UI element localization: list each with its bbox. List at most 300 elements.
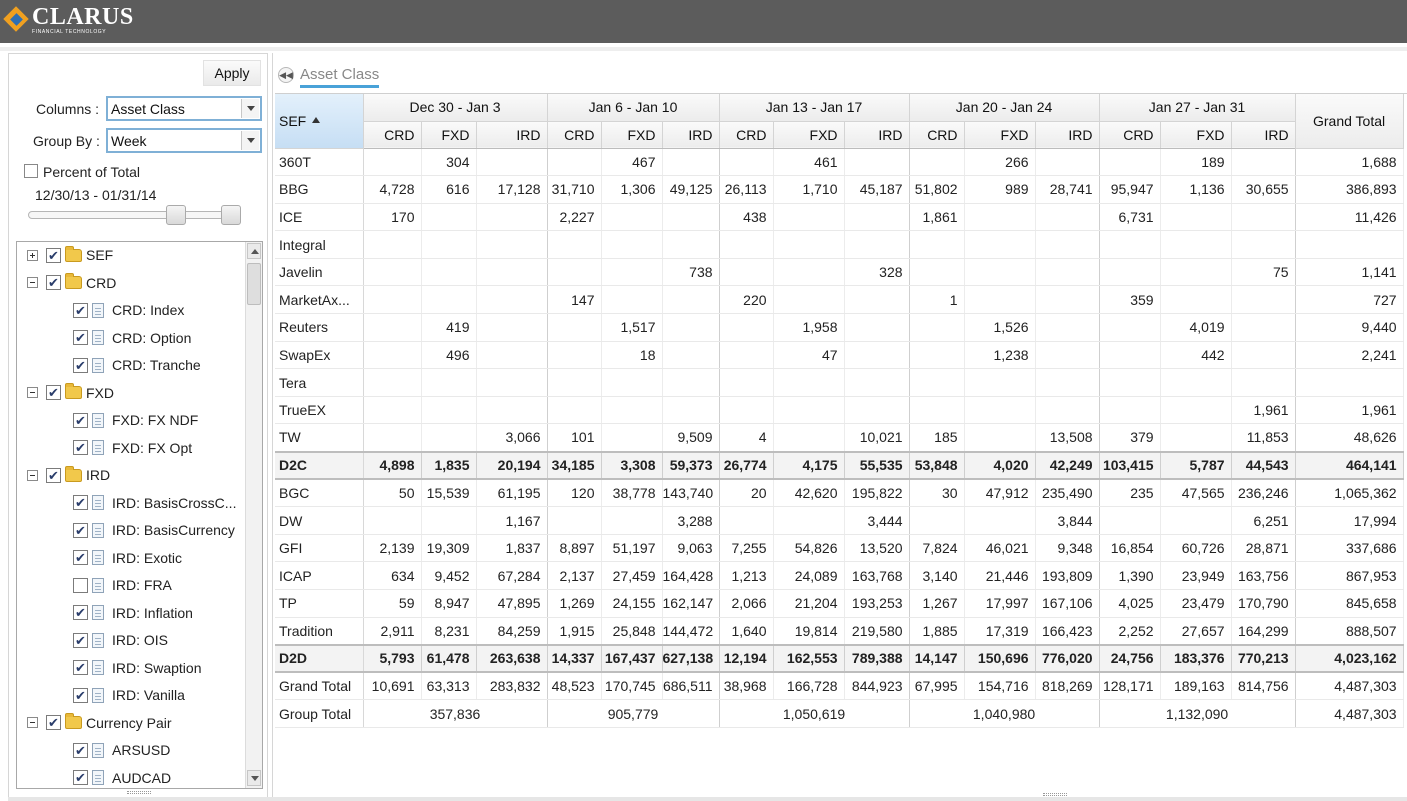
value-cell[interactable]: 17,319	[964, 617, 1035, 645]
tree-checkbox[interactable]: ✔	[46, 715, 61, 730]
value-cell[interactable]	[363, 396, 421, 424]
value-cell[interactable]: 189,163	[1160, 672, 1231, 700]
value-cell[interactable]: 438	[719, 203, 773, 231]
asset-class-header[interactable]: FXD	[773, 121, 844, 148]
value-cell[interactable]	[662, 396, 719, 424]
value-cell[interactable]	[909, 231, 964, 259]
row-label[interactable]: D2C	[275, 452, 363, 480]
value-cell[interactable]: 19,814	[773, 617, 844, 645]
value-cell[interactable]: 1,710	[773, 176, 844, 204]
value-cell[interactable]: 814,756	[1231, 672, 1295, 700]
asset-class-header[interactable]: IRD	[662, 121, 719, 148]
value-cell[interactable]: 19,309	[421, 534, 476, 562]
tree-checkbox[interactable]: ✔	[73, 303, 88, 318]
table-row[interactable]	[275, 534, 1403, 562]
value-cell[interactable]	[1035, 258, 1099, 286]
value-cell[interactable]: 167,106	[1035, 590, 1099, 618]
table-row[interactable]	[275, 258, 1403, 286]
value-cell[interactable]: 61,195	[476, 479, 547, 507]
value-cell[interactable]: 3,844	[1035, 507, 1099, 535]
tree-checkbox[interactable]: ✔	[73, 440, 88, 455]
value-cell[interactable]: 51,802	[909, 176, 964, 204]
value-cell[interactable]: 219,580	[844, 617, 909, 645]
value-cell[interactable]	[1099, 396, 1160, 424]
tree-checkbox[interactable]: ✔	[46, 468, 61, 483]
value-cell[interactable]	[1035, 203, 1099, 231]
row-total-cell[interactable]: 464,141	[1295, 452, 1403, 480]
value-cell[interactable]: 2,911	[363, 617, 421, 645]
tree-checkbox[interactable]: ✔	[73, 330, 88, 345]
value-cell[interactable]: 143,740	[662, 479, 719, 507]
apply-button[interactable]: Apply	[203, 60, 261, 86]
group-total-cell[interactable]: 1,050,619	[719, 700, 909, 728]
value-cell[interactable]: 10,021	[844, 424, 909, 452]
value-cell[interactable]: 189	[1160, 148, 1231, 176]
value-cell[interactable]: 4,728	[363, 176, 421, 204]
value-cell[interactable]	[1035, 148, 1099, 176]
value-cell[interactable]: 1,517	[601, 314, 662, 342]
table-row[interactable]	[275, 148, 1403, 176]
asset-class-header[interactable]: FXD	[1160, 121, 1231, 148]
value-cell[interactable]: 20,194	[476, 452, 547, 480]
scroll-down-icon[interactable]	[247, 770, 261, 786]
value-cell[interactable]: 14,147	[909, 645, 964, 673]
value-cell[interactable]	[363, 424, 421, 452]
tree-checkbox[interactable]: ✔	[73, 605, 88, 620]
tree-checkbox[interactable]: ✔	[73, 633, 88, 648]
week-header[interactable]: Dec 30 - Jan 3	[363, 94, 547, 121]
value-cell[interactable]	[363, 341, 421, 369]
row-total-cell[interactable]: 1,688	[1295, 148, 1403, 176]
subtotal-row[interactable]	[275, 452, 1403, 480]
group-total-cell[interactable]: 357,836	[363, 700, 547, 728]
row-label[interactable]: Group Total	[275, 700, 363, 728]
slider-start-handle[interactable]	[166, 205, 186, 225]
value-cell[interactable]: 15,539	[421, 479, 476, 507]
value-cell[interactable]: 1,958	[773, 314, 844, 342]
value-cell[interactable]	[719, 341, 773, 369]
value-cell[interactable]	[601, 286, 662, 314]
value-cell[interactable]	[1035, 286, 1099, 314]
value-cell[interactable]: 9,509	[662, 424, 719, 452]
value-cell[interactable]	[363, 369, 421, 397]
value-cell[interactable]: 42,249	[1035, 452, 1099, 480]
value-cell[interactable]: 24,756	[1099, 645, 1160, 673]
value-cell[interactable]: 1,861	[909, 203, 964, 231]
scroll-up-icon[interactable]	[247, 243, 261, 259]
asset-class-header[interactable]: CRD	[719, 121, 773, 148]
value-cell[interactable]: 14,337	[547, 645, 601, 673]
value-cell[interactable]: 27,657	[1160, 617, 1231, 645]
value-cell[interactable]: 17,128	[476, 176, 547, 204]
tree-checkbox[interactable]	[73, 578, 88, 593]
value-cell[interactable]	[363, 231, 421, 259]
value-cell[interactable]: 24,089	[773, 562, 844, 590]
value-cell[interactable]	[773, 231, 844, 259]
value-cell[interactable]: 49,125	[662, 176, 719, 204]
value-cell[interactable]	[909, 148, 964, 176]
value-cell[interactable]	[662, 203, 719, 231]
value-cell[interactable]	[476, 203, 547, 231]
value-cell[interactable]: 170,790	[1231, 590, 1295, 618]
table-row[interactable]	[275, 231, 1403, 259]
value-cell[interactable]: 1,269	[547, 590, 601, 618]
value-cell[interactable]: 61,478	[421, 645, 476, 673]
asset-class-header[interactable]: FXD	[601, 121, 662, 148]
value-cell[interactable]: 789,388	[844, 645, 909, 673]
value-cell[interactable]: 154,716	[964, 672, 1035, 700]
value-cell[interactable]: 30,655	[1231, 176, 1295, 204]
asset-class-header[interactable]: FXD	[964, 121, 1035, 148]
value-cell[interactable]: 1,306	[601, 176, 662, 204]
value-cell[interactable]	[964, 396, 1035, 424]
value-cell[interactable]	[363, 148, 421, 176]
group-total-cell[interactable]: 1,040,980	[909, 700, 1099, 728]
row-label[interactable]: BGC	[275, 479, 363, 507]
value-cell[interactable]: 1,167	[476, 507, 547, 535]
date-range-slider[interactable]	[28, 211, 240, 219]
value-cell[interactable]: 738	[662, 258, 719, 286]
value-cell[interactable]	[601, 369, 662, 397]
week-header[interactable]: Jan 13 - Jan 17	[719, 94, 909, 121]
value-cell[interactable]	[1231, 369, 1295, 397]
value-cell[interactable]	[1231, 286, 1295, 314]
row-label[interactable]: Reuters	[275, 314, 363, 342]
week-header[interactable]: Jan 20 - Jan 24	[909, 94, 1099, 121]
row-total-cell[interactable]	[1295, 231, 1403, 259]
value-cell[interactable]: 163,768	[844, 562, 909, 590]
value-cell[interactable]: 3,288	[662, 507, 719, 535]
collapse-icon[interactable]	[27, 717, 38, 728]
tree-item[interactable]	[27, 244, 113, 266]
row-label[interactable]: SwapEx	[275, 341, 363, 369]
value-cell[interactable]	[844, 369, 909, 397]
value-cell[interactable]: 627,138	[662, 645, 719, 673]
value-cell[interactable]: 12,194	[719, 645, 773, 673]
value-cell[interactable]	[547, 369, 601, 397]
asset-class-header[interactable]: CRD	[909, 121, 964, 148]
table-row[interactable]	[275, 507, 1403, 535]
tree-checkbox[interactable]: ✔	[73, 413, 88, 428]
value-cell[interactable]	[844, 341, 909, 369]
asset-class-header[interactable]: CRD	[1099, 121, 1160, 148]
value-cell[interactable]	[547, 231, 601, 259]
value-cell[interactable]	[909, 258, 964, 286]
value-cell[interactable]: 170	[363, 203, 421, 231]
subtotal-row[interactable]	[275, 645, 1403, 673]
value-cell[interactable]	[773, 258, 844, 286]
value-cell[interactable]: 3,308	[601, 452, 662, 480]
value-cell[interactable]: 4,175	[773, 452, 844, 480]
value-cell[interactable]	[476, 314, 547, 342]
value-cell[interactable]	[773, 286, 844, 314]
tree-item[interactable]	[27, 464, 110, 486]
value-cell[interactable]	[1231, 314, 1295, 342]
value-cell[interactable]	[547, 396, 601, 424]
row-total-cell[interactable]: 386,893	[1295, 176, 1403, 204]
row-total-cell[interactable]: 48,626	[1295, 424, 1403, 452]
tree-item[interactable]	[73, 492, 236, 514]
value-cell[interactable]	[844, 148, 909, 176]
value-cell[interactable]	[844, 203, 909, 231]
value-cell[interactable]: 59	[363, 590, 421, 618]
value-cell[interactable]: 9,348	[1035, 534, 1099, 562]
value-cell[interactable]: 4,025	[1099, 590, 1160, 618]
tree-checkbox[interactable]: ✔	[73, 688, 88, 703]
row-total-cell[interactable]: 337,686	[1295, 534, 1403, 562]
row-label[interactable]: MarketAx...	[275, 286, 363, 314]
value-cell[interactable]	[421, 286, 476, 314]
value-cell[interactable]: 1,885	[909, 617, 964, 645]
value-cell[interactable]: 1,835	[421, 452, 476, 480]
tree-item[interactable]	[73, 409, 198, 431]
value-cell[interactable]: 442	[1160, 341, 1231, 369]
value-cell[interactable]	[909, 396, 964, 424]
table-row[interactable]	[275, 562, 1403, 590]
value-cell[interactable]	[547, 507, 601, 535]
value-cell[interactable]: 844,923	[844, 672, 909, 700]
value-cell[interactable]: 28,741	[1035, 176, 1099, 204]
table-row[interactable]	[275, 286, 1403, 314]
value-cell[interactable]	[1160, 258, 1231, 286]
row-label[interactable]: TrueEX	[275, 396, 363, 424]
value-cell[interactable]	[773, 424, 844, 452]
value-cell[interactable]	[662, 341, 719, 369]
tree-item[interactable]	[27, 272, 116, 294]
value-cell[interactable]: 8,231	[421, 617, 476, 645]
tree-scrollbar[interactable]	[245, 242, 262, 788]
value-cell[interactable]: 50	[363, 479, 421, 507]
grand-total-row[interactable]	[275, 672, 1403, 700]
value-cell[interactable]: 24,155	[601, 590, 662, 618]
value-cell[interactable]: 18	[601, 341, 662, 369]
tree-item[interactable]	[27, 382, 114, 404]
value-cell[interactable]: 26,774	[719, 452, 773, 480]
value-cell[interactable]: 634	[363, 562, 421, 590]
value-cell[interactable]: 467	[601, 148, 662, 176]
panel-resize-grip[interactable]	[127, 791, 151, 794]
value-cell[interactable]: 461	[773, 148, 844, 176]
value-cell[interactable]	[547, 258, 601, 286]
value-cell[interactable]	[476, 369, 547, 397]
row-label[interactable]: GFI	[275, 534, 363, 562]
value-cell[interactable]	[476, 148, 547, 176]
tree-item[interactable]	[73, 327, 191, 349]
value-cell[interactable]: 47	[773, 341, 844, 369]
value-cell[interactable]: 1,915	[547, 617, 601, 645]
value-cell[interactable]: 6,731	[1099, 203, 1160, 231]
value-cell[interactable]: 8,897	[547, 534, 601, 562]
value-cell[interactable]: 818,269	[1035, 672, 1099, 700]
collapse-icon[interactable]	[27, 387, 38, 398]
value-cell[interactable]	[363, 507, 421, 535]
tree-checkbox[interactable]: ✔	[73, 358, 88, 373]
expand-icon[interactable]	[27, 250, 38, 261]
value-cell[interactable]: 5,793	[363, 645, 421, 673]
row-total-cell[interactable]: 4,023,162	[1295, 645, 1403, 673]
value-cell[interactable]: 63,313	[421, 672, 476, 700]
tree-checkbox[interactable]: ✔	[46, 385, 61, 400]
value-cell[interactable]: 235	[1099, 479, 1160, 507]
value-cell[interactable]	[1160, 424, 1231, 452]
value-cell[interactable]	[547, 148, 601, 176]
value-cell[interactable]	[662, 286, 719, 314]
group-by-select[interactable]	[106, 128, 262, 153]
value-cell[interactable]: 162,147	[662, 590, 719, 618]
tree-checkbox[interactable]: ✔	[73, 550, 88, 565]
value-cell[interactable]: 30	[909, 479, 964, 507]
table-row[interactable]	[275, 396, 1403, 424]
row-total-cell[interactable]: 845,658	[1295, 590, 1403, 618]
value-cell[interactable]: 185	[909, 424, 964, 452]
value-cell[interactable]: 9,063	[662, 534, 719, 562]
asset-class-header[interactable]: IRD	[1231, 121, 1295, 148]
value-cell[interactable]: 193,809	[1035, 562, 1099, 590]
value-cell[interactable]	[476, 258, 547, 286]
value-cell[interactable]: 2,252	[1099, 617, 1160, 645]
breadcrumb-asset-class[interactable]: Asset Class	[300, 66, 379, 88]
value-cell[interactable]: 47,565	[1160, 479, 1231, 507]
value-cell[interactable]: 150,696	[964, 645, 1035, 673]
value-cell[interactable]	[601, 507, 662, 535]
value-cell[interactable]	[421, 507, 476, 535]
value-cell[interactable]: 166,423	[1035, 617, 1099, 645]
asset-class-header[interactable]: IRD	[844, 121, 909, 148]
table-row[interactable]	[275, 424, 1403, 452]
tree-item[interactable]	[73, 684, 185, 706]
value-cell[interactable]: 162,553	[773, 645, 844, 673]
value-cell[interactable]: 101	[547, 424, 601, 452]
value-cell[interactable]	[662, 314, 719, 342]
value-cell[interactable]: 7,824	[909, 534, 964, 562]
value-cell[interactable]: 989	[964, 176, 1035, 204]
value-cell[interactable]	[1099, 341, 1160, 369]
scroll-thumb[interactable]	[247, 263, 261, 305]
back-icon[interactable]: ◀◀	[278, 67, 294, 83]
columns-select[interactable]	[106, 96, 262, 121]
value-cell[interactable]: 1,267	[909, 590, 964, 618]
row-total-cell[interactable]: 9,440	[1295, 314, 1403, 342]
row-total-cell[interactable]: 1,065,362	[1295, 479, 1403, 507]
row-label[interactable]: TP	[275, 590, 363, 618]
value-cell[interactable]	[1099, 148, 1160, 176]
asset-class-header[interactable]: IRD	[476, 121, 547, 148]
value-cell[interactable]: 144,472	[662, 617, 719, 645]
tree-checkbox[interactable]: ✔	[73, 495, 88, 510]
value-cell[interactable]	[719, 369, 773, 397]
value-cell[interactable]: 95,947	[1099, 176, 1160, 204]
row-total-cell[interactable]: 888,507	[1295, 617, 1403, 645]
value-cell[interactable]: 616	[421, 176, 476, 204]
value-cell[interactable]	[1099, 314, 1160, 342]
value-cell[interactable]: 59,373	[662, 452, 719, 480]
value-cell[interactable]: 1,213	[719, 562, 773, 590]
value-cell[interactable]	[719, 314, 773, 342]
value-cell[interactable]: 4,020	[964, 452, 1035, 480]
value-cell[interactable]	[1160, 396, 1231, 424]
row-label[interactable]: ICAP	[275, 562, 363, 590]
tree-item[interactable]	[27, 712, 172, 734]
value-cell[interactable]: 496	[421, 341, 476, 369]
asset-class-header[interactable]: IRD	[1035, 121, 1099, 148]
tree-item[interactable]	[73, 574, 172, 596]
value-cell[interactable]: 60,726	[1160, 534, 1231, 562]
value-cell[interactable]: 4,019	[1160, 314, 1231, 342]
value-cell[interactable]	[547, 314, 601, 342]
value-cell[interactable]: 13,520	[844, 534, 909, 562]
value-cell[interactable]: 379	[1099, 424, 1160, 452]
tree-checkbox[interactable]: ✔	[73, 523, 88, 538]
value-cell[interactable]	[719, 258, 773, 286]
tree-checkbox[interactable]: ✔	[46, 275, 61, 290]
row-label[interactable]: Javelin	[275, 258, 363, 286]
value-cell[interactable]: 13,508	[1035, 424, 1099, 452]
value-cell[interactable]: 17,997	[964, 590, 1035, 618]
asset-class-header[interactable]: CRD	[363, 121, 421, 148]
value-cell[interactable]	[601, 424, 662, 452]
value-cell[interactable]	[1099, 507, 1160, 535]
value-cell[interactable]: 147	[547, 286, 601, 314]
tree-item[interactable]	[73, 657, 201, 679]
value-cell[interactable]: 3,140	[909, 562, 964, 590]
value-cell[interactable]: 1,837	[476, 534, 547, 562]
value-cell[interactable]	[964, 258, 1035, 286]
value-cell[interactable]: 193,253	[844, 590, 909, 618]
value-cell[interactable]	[601, 203, 662, 231]
value-cell[interactable]: 166,728	[773, 672, 844, 700]
row-label[interactable]: Grand Total	[275, 672, 363, 700]
row-total-cell[interactable]: 727	[1295, 286, 1403, 314]
value-cell[interactable]	[1231, 341, 1295, 369]
value-cell[interactable]	[964, 203, 1035, 231]
value-cell[interactable]	[662, 231, 719, 259]
value-cell[interactable]: 163,756	[1231, 562, 1295, 590]
value-cell[interactable]	[964, 424, 1035, 452]
value-cell[interactable]	[964, 286, 1035, 314]
value-cell[interactable]	[1035, 231, 1099, 259]
value-cell[interactable]: 10,691	[363, 672, 421, 700]
value-cell[interactable]: 54,826	[773, 534, 844, 562]
tree-item[interactable]	[73, 437, 192, 459]
value-cell[interactable]	[719, 231, 773, 259]
value-cell[interactable]	[601, 231, 662, 259]
value-cell[interactable]: 128,171	[1099, 672, 1160, 700]
row-label[interactable]: 360T	[275, 148, 363, 176]
value-cell[interactable]	[421, 369, 476, 397]
value-cell[interactable]: 25,848	[601, 617, 662, 645]
value-cell[interactable]: 235,490	[1035, 479, 1099, 507]
row-label[interactable]: TW	[275, 424, 363, 452]
value-cell[interactable]: 183,376	[1160, 645, 1231, 673]
table-row[interactable]	[275, 341, 1403, 369]
row-label[interactable]: DW	[275, 507, 363, 535]
value-cell[interactable]	[421, 396, 476, 424]
value-cell[interactable]	[719, 396, 773, 424]
tree-item[interactable]	[73, 299, 184, 321]
value-cell[interactable]: 170,745	[601, 672, 662, 700]
table-row[interactable]	[275, 369, 1403, 397]
value-cell[interactable]: 1,390	[1099, 562, 1160, 590]
value-cell[interactable]: 2,227	[547, 203, 601, 231]
value-cell[interactable]	[1035, 369, 1099, 397]
value-cell[interactable]	[1231, 231, 1295, 259]
tree-item[interactable]	[73, 739, 170, 761]
table-row[interactable]	[275, 479, 1403, 507]
value-cell[interactable]	[844, 314, 909, 342]
value-cell[interactable]: 328	[844, 258, 909, 286]
row-label[interactable]: D2D	[275, 645, 363, 673]
value-cell[interactable]	[719, 507, 773, 535]
